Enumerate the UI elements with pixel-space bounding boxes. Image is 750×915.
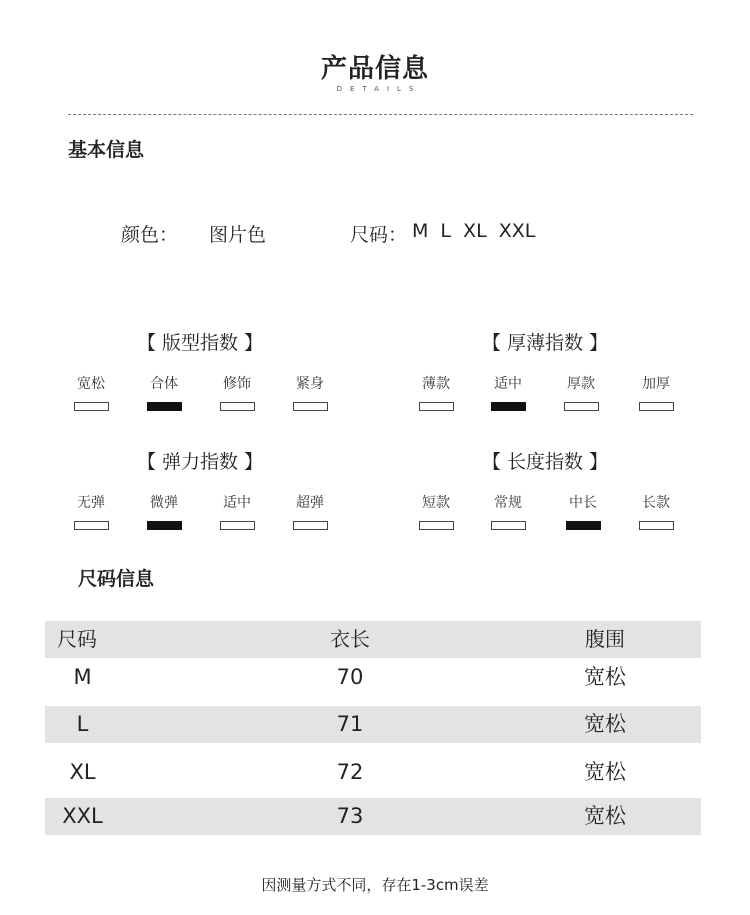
elasticity-option-none bbox=[72, 492, 110, 530]
page-title: 产品信息 bbox=[320, 54, 429, 84]
option-label: 超弹 bbox=[296, 495, 324, 511]
thickness-option-medium bbox=[489, 373, 527, 411]
option-label: 短款 bbox=[422, 495, 450, 511]
option-label: 加厚 bbox=[642, 376, 670, 392]
option-box-selected bbox=[147, 402, 182, 411]
option-label: 适中 bbox=[223, 495, 251, 511]
option-label: 中长 bbox=[569, 495, 597, 511]
option-box bbox=[639, 402, 674, 411]
thickness-option-thick bbox=[562, 373, 600, 411]
length-cell: 72 bbox=[336, 760, 364, 784]
fit-index-title: 【 版型指数 】 bbox=[136, 332, 264, 354]
elasticity-option-slight bbox=[145, 492, 183, 530]
thickness-index-title: 【 厚薄指数 】 bbox=[481, 332, 609, 354]
size-cell: XL bbox=[69, 760, 96, 784]
option-label: 常规 bbox=[494, 495, 522, 511]
color-label: 颜色： bbox=[121, 224, 179, 246]
option-label: 紧身 bbox=[296, 376, 324, 392]
length-option-mid-length bbox=[564, 492, 602, 530]
basic-info-heading: 基本信息 bbox=[68, 139, 145, 161]
option-label: 合体 bbox=[150, 376, 178, 392]
option-box bbox=[293, 402, 328, 411]
option-label: 微弹 bbox=[150, 495, 178, 511]
length-option-regular bbox=[489, 492, 527, 530]
option-box bbox=[74, 402, 109, 411]
option-box bbox=[419, 521, 454, 530]
size-label: 尺码： bbox=[350, 224, 408, 246]
length-cell: 71 bbox=[336, 712, 364, 736]
option-box-selected bbox=[491, 402, 526, 411]
size-values: M L XL XXL bbox=[412, 220, 536, 242]
thickness-option-thin bbox=[417, 373, 455, 411]
size-table-header bbox=[45, 621, 701, 658]
waist-cell: 宽松 bbox=[584, 712, 626, 736]
column-header-length: 衣长 bbox=[330, 627, 370, 651]
option-label: 厚款 bbox=[567, 376, 595, 392]
option-box bbox=[220, 402, 255, 411]
elasticity-option-super bbox=[291, 492, 329, 530]
waist-cell: 宽松 bbox=[584, 665, 626, 689]
option-label: 薄款 bbox=[422, 376, 450, 392]
table-row bbox=[45, 659, 701, 696]
size-cell: XXL bbox=[62, 804, 103, 828]
column-header-size: 尺码 bbox=[57, 627, 97, 651]
option-box bbox=[491, 521, 526, 530]
table-row bbox=[45, 754, 701, 791]
size-info-heading: 尺码信息 bbox=[78, 568, 155, 590]
option-box bbox=[293, 521, 328, 530]
length-option-long bbox=[637, 492, 675, 530]
dashed-divider bbox=[68, 114, 693, 115]
fit-option-loose bbox=[72, 373, 110, 411]
waist-cell: 宽松 bbox=[584, 804, 626, 828]
length-cell: 70 bbox=[336, 665, 364, 689]
waist-cell: 宽松 bbox=[584, 760, 626, 784]
option-box-selected bbox=[147, 521, 182, 530]
option-box bbox=[419, 402, 454, 411]
option-box bbox=[220, 521, 255, 530]
option-box bbox=[74, 521, 109, 530]
fit-option-tailored bbox=[218, 373, 256, 411]
thickness-option-extra-thick bbox=[637, 373, 675, 411]
option-label: 修饰 bbox=[223, 376, 251, 392]
option-box-selected bbox=[566, 521, 601, 530]
fit-option-tight bbox=[291, 373, 329, 411]
page-subtitle: DETAILS bbox=[336, 85, 422, 93]
length-cell: 73 bbox=[336, 804, 364, 828]
measurement-note: 因测量方式不同，存在1-3cm误差 bbox=[261, 876, 489, 894]
elasticity-index-title: 【 弹力指数 】 bbox=[136, 451, 264, 473]
color-value: 图片色 bbox=[209, 224, 267, 246]
option-label: 长款 bbox=[642, 495, 670, 511]
size-cell: L bbox=[76, 712, 89, 736]
option-label: 无弹 bbox=[77, 495, 105, 511]
column-header-waist: 腹围 bbox=[585, 627, 625, 651]
elasticity-option-medium bbox=[218, 492, 256, 530]
size-cell: M bbox=[73, 665, 92, 689]
option-box bbox=[564, 402, 599, 411]
option-label: 适中 bbox=[494, 376, 522, 392]
fit-option-regular bbox=[145, 373, 183, 411]
option-label: 宽松 bbox=[77, 376, 105, 392]
table-row bbox=[45, 798, 701, 835]
length-index-title: 【 长度指数 】 bbox=[481, 451, 609, 473]
length-option-short bbox=[417, 492, 455, 530]
option-box bbox=[639, 521, 674, 530]
table-row bbox=[45, 706, 701, 743]
